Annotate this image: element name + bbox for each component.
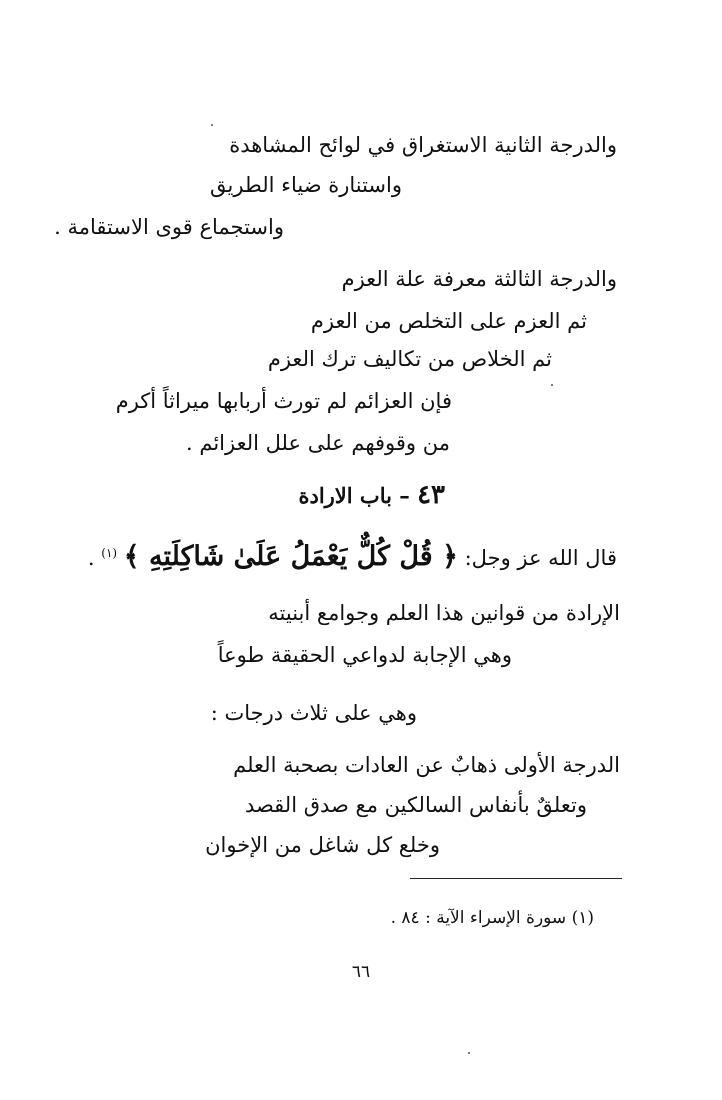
text-line: وخلع كل شاغل من الإخوان — [205, 833, 440, 857]
text-line: والدرجة الثانية الاستغراق في لوائح المشاهدة — [229, 133, 617, 157]
quran-quote — [88, 536, 617, 575]
text-line: وهي الإجابة لدواعي الحقيقة طوعاً — [217, 643, 512, 667]
footnote-reference: (١) — [101, 546, 118, 560]
text-line: الدرجة الأولى ذهابٌ عن العادات بصحبة العلم — [233, 753, 620, 777]
chapter-title: – باب الارادة — [298, 483, 410, 508]
chapter-heading — [298, 480, 445, 511]
footnote-separator — [410, 878, 622, 879]
scan-speck — [551, 384, 553, 386]
scan-speck — [211, 124, 213, 126]
scan-speck — [468, 1052, 470, 1054]
text-line: من وقوفهم على علل العزائم . — [186, 431, 450, 455]
footnote: (١) سورة الإسراء الآية : ٨٤ . — [390, 908, 594, 928]
text-line: وهي على ثلاث درجات : — [210, 701, 417, 725]
text-line: ثم العزم على التخلص من العزم — [310, 309, 587, 333]
text-line: ثم الخلاص من تكاليف ترك العزم — [267, 347, 552, 371]
text-line: واستنارة ضياء الطريق — [210, 173, 402, 197]
page-number: ٦٦ — [351, 962, 371, 982]
text-line: والدرجة الثالثة معرفة علة العزم — [341, 267, 617, 291]
text-line: واستجماع قوى الاستقامة . — [54, 215, 284, 239]
text-line: الإرادة من قوانين هذا العلم وجوامع أبنيته — [268, 601, 620, 625]
quote-intro: قال الله عز وجل: — [464, 546, 617, 570]
quote-end: . — [87, 546, 95, 570]
text-line: وتعلقٌ بأنفاس السالكين مع صدق القصد — [244, 793, 587, 817]
text-line: فإن العزائم لم تورث أربابها ميراثاً أكرم — [115, 389, 452, 413]
chapter-number: ٤٣ — [417, 480, 445, 510]
quran-verse: ﴿ قُلْ كُلٌّ يَعْمَلُ عَلَىٰ شَاكِلَتِهِ ﴾ — [123, 541, 458, 572]
